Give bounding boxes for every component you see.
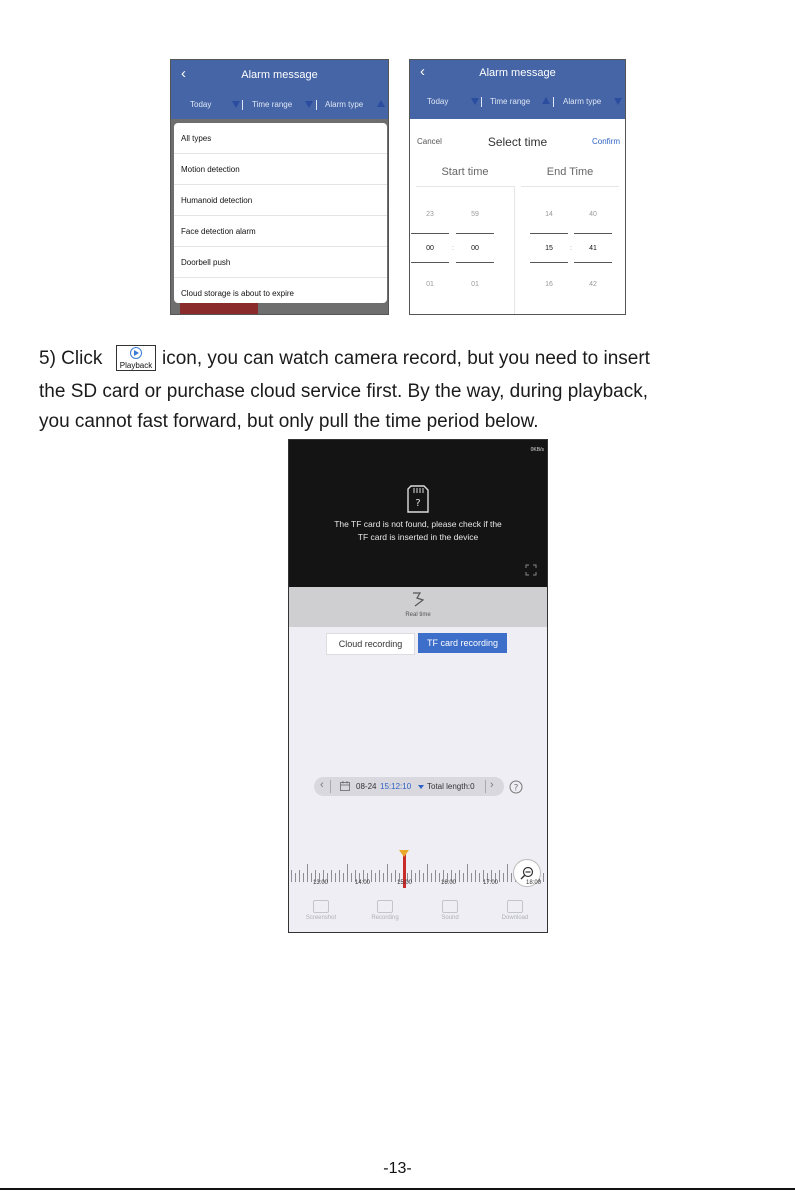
timeline-tick [427,864,428,882]
speaker-muted-icon [442,900,458,913]
dropdown-item[interactable]: Motion detection [174,154,387,185]
timeline-tick [415,873,416,882]
tab-tf-card-recording[interactable]: TF card recording [418,633,507,653]
triangle-down-icon [471,98,479,105]
time-dropdown-icon[interactable] [418,785,424,789]
video-camera-icon [377,900,393,913]
minute-value[interactable]: 01 [471,281,479,288]
hour-value[interactable]: 16 [545,281,553,288]
select-time-screenshot [409,59,626,315]
filter-alarm-type[interactable]: Alarm type [563,97,602,106]
divider [330,780,331,793]
divider [242,100,243,110]
confirm-button[interactable]: Confirm [591,137,620,146]
time-value[interactable]: 15:12:10 [380,782,412,791]
triangle-down-icon [614,98,622,105]
timeline-tick [383,873,384,882]
dropdown-item[interactable]: Humanoid detection [174,185,387,216]
tf-card-message: The TF card is not found, please check if the TF card is inserted in the device [334,519,502,542]
divider [316,100,317,110]
hour-label: 17:00 [483,880,499,886]
speed-readout: 0KB/s [530,447,544,453]
realtime-label: Real time [405,612,431,618]
filter-today[interactable]: Today [190,100,212,109]
timeline-tick [339,870,340,882]
timeline-tick [475,870,476,882]
timeline-tick [343,873,344,882]
dropdown-item[interactable]: Doorbell push [174,247,387,278]
realtime-icon[interactable] [410,591,426,607]
timeline-tick [335,873,336,882]
page-number: -13- [383,1160,412,1177]
timeline-tick [291,870,292,882]
filter-alarm-type[interactable]: Alarm type [325,100,364,109]
timeline-tick [423,873,424,882]
tab-cloud-recording[interactable]: Cloud recording [326,633,415,655]
header-title: Alarm message [479,67,556,79]
nav-download[interactable]: Download [485,900,545,921]
timeline-tick [395,870,396,882]
play-circle-icon [130,347,142,359]
date-value: 08-24 [356,782,377,791]
timeline-tick [479,873,480,882]
header-title: Alarm message [241,69,318,81]
svg-text:?: ? [513,783,519,794]
timeline-tick [467,864,468,882]
instruction-line-3: you cannot fast forward, but only pull the time period below. [39,411,539,432]
instruction-text: icon, you can watch camera record, but you need to insert [162,348,650,369]
time-picker-sheet [410,120,625,314]
timeline-tick [499,870,500,882]
svg-text:?: ? [415,498,421,509]
realtime-bar [289,587,547,627]
timeline-tick [463,873,464,882]
hour-label: 18:00 [526,880,542,886]
next-arrow-icon[interactable]: › [490,779,494,791]
divider [514,186,515,315]
dropdown-item[interactable]: All types [174,123,387,154]
instruction-line-2: the SD card or purchase cloud service first. By the way, during playback, [39,381,648,402]
timeline-tick [471,873,472,882]
alarm-type-screenshot [170,59,389,315]
picker-line [411,262,449,263]
hour-label: 14:00 [355,880,371,886]
minute-value-selected[interactable]: 00 [471,245,479,252]
nav-sound[interactable]: Sound [420,900,480,921]
instruction-text: 5) Click [39,348,103,369]
nav-recording[interactable]: Recording [355,900,415,921]
filter-bar [171,89,388,119]
start-time-label: Start time [416,166,514,187]
filter-today[interactable]: Today [427,97,449,106]
hour-label: 15:00 [397,880,413,886]
picker-line [574,262,612,263]
timeline-tick [351,873,352,882]
timeline-tick [311,873,312,882]
minute-value[interactable]: 40 [589,211,597,218]
triangle-up-icon [377,100,385,107]
timeline-tick [419,870,420,882]
zoom-out-icon [519,865,535,881]
timeline-tick [299,870,300,882]
sheet-title: Select time [487,135,548,149]
colon: : [570,245,572,252]
app-header [171,60,388,89]
hour-value[interactable]: 01 [426,281,434,288]
minute-value-selected[interactable]: 41 [589,245,597,252]
colon: : [452,245,454,252]
timeline-tick [439,873,440,882]
triangle-down-icon [232,101,240,108]
prev-arrow-icon[interactable]: ‹ [320,779,324,791]
hour-label: 13:00 [313,880,329,886]
filter-bar [410,89,625,119]
divider [481,97,482,107]
back-icon[interactable]: ‹ [420,63,425,80]
alarm-type-dropdown [174,123,387,303]
picker-line [411,233,449,234]
timeline-tick [391,873,392,882]
help-icon[interactable] [509,780,523,794]
cancel-button[interactable]: Cancel [417,137,442,146]
download-icon [507,900,523,913]
playback-icon-label: Playback [119,361,153,370]
triangle-up-icon [542,97,550,104]
sd-card-icon [406,485,430,513]
camera-icon [313,900,329,913]
hour-label: 16:00 [441,880,457,886]
end-time-label: End Time [521,166,619,187]
calendar-icon[interactable] [340,781,350,791]
hour-value-selected[interactable]: 15 [545,245,553,252]
picker-line [530,262,568,263]
nav-screenshot[interactable]: Screenshot [291,900,351,921]
timeline-tick [331,870,332,882]
total-length: Total length:0 [427,782,475,791]
instruction-line-1 [39,347,102,371]
timeline-tick [375,873,376,882]
playback-icon [116,345,156,371]
divider [485,780,486,793]
back-icon[interactable]: ‹ [181,65,186,82]
timeline-tick [307,864,308,882]
timeline-tick [347,864,348,882]
hour-value[interactable]: 14 [545,211,553,218]
minute-value[interactable]: 59 [471,211,479,218]
date-selector [314,777,504,796]
picker-line [530,233,568,234]
timeline-tick [303,873,304,882]
timeline-tick [507,864,508,882]
divider [553,97,554,107]
picker-line [456,262,494,263]
timeline-tick [459,870,460,882]
fullscreen-icon[interactable] [525,564,537,576]
filter-time-range[interactable]: Time range [490,97,531,106]
timeline-tick [503,873,504,882]
minute-value[interactable]: 42 [589,281,597,288]
timeline-tick [387,864,388,882]
timeline-tick [543,873,544,882]
hour-value[interactable]: 23 [426,211,434,218]
app-header [410,60,625,89]
hour-value-selected[interactable]: 00 [426,245,434,252]
picker-line [574,233,612,234]
timeline-tick [295,873,296,882]
picker-line [456,233,494,234]
triangle-down-icon [305,101,313,108]
video-area [289,440,547,587]
footer-rule [0,1188,795,1190]
playhead-marker-icon [399,850,409,857]
dropdown-item[interactable]: Face detection alarm [174,216,387,247]
timeline-tick [431,873,432,882]
filter-time-range[interactable]: Time range [252,100,293,109]
timeline-tick [435,870,436,882]
timeline-tick [371,870,372,882]
playback-screenshot [288,439,548,933]
timeline-tick [511,873,512,882]
dropdown-item[interactable]: Cloud storage is about to expire [181,289,294,298]
timeline-tick [379,870,380,882]
